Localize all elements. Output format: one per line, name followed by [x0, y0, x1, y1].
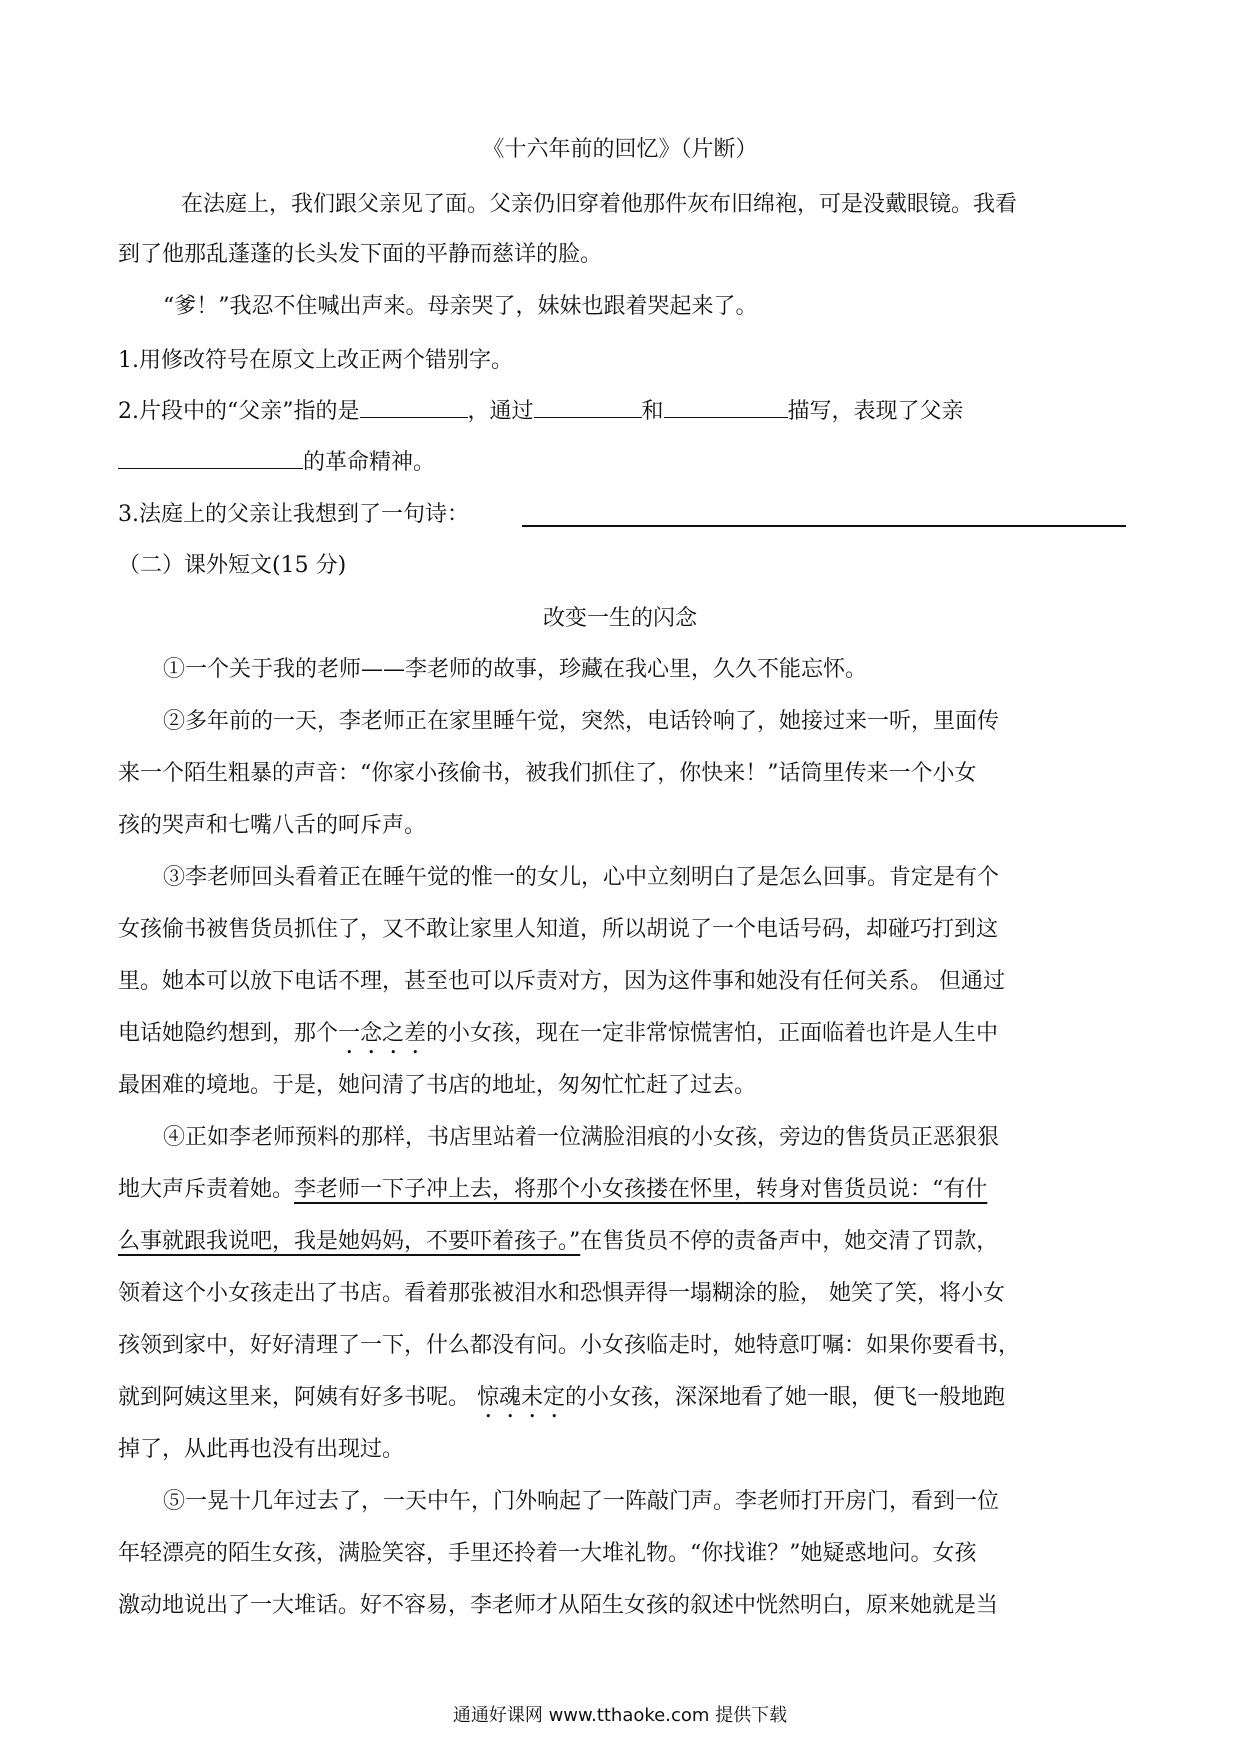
underlined-sentence-part2: 么事就跟我说吧，我是她妈妈，不要吓着孩子。” — [118, 1229, 581, 1254]
section2-para3-line5: 最困难的境地。于是，她问清了书店的地址，匆匆忙忙赶了过去。 — [118, 1073, 757, 1098]
para4-line3-text-b: 在售货员不停的责备声中，她交清了罚款， — [580, 1229, 999, 1254]
section2-heading: （二）课外短文(15 分) — [118, 553, 347, 578]
emphasized-phrase-yinianzhicha: 一念之差 — [338, 1021, 427, 1046]
section2-para2-line3: 孩的哭声和七嘴八舌的呵斥声。 — [118, 813, 427, 838]
question-2-text-b: ，通过 — [467, 399, 534, 424]
emphasized-phrase-jinghunweiding: 惊魂未定 — [477, 1385, 566, 1410]
section2-para5-line3: 激动地说出了一大堆话。好不容易，李老师才从陌生女孩的叙述中恍然明白，原来她就是当 — [118, 1593, 999, 1618]
section2-para2-line2: 来一个陌生粗暴的声音：“你家小孩偷书，被我们抓住了，你快来！”话筒里传来一个小女 — [118, 761, 977, 786]
section2-para4-line5: 孩领到家中，好好清理了一下，什么都没有问。小女孩临走时，她特意叮嘱：如果你要看书， — [118, 1333, 1021, 1358]
question-2-text-c: 和 — [641, 399, 664, 424]
question-2-line1 — [118, 397, 964, 427]
section2-para4-line1: ④正如李老师预料的那样，书店里站着一位满脸泪痕的小女孩，旁边的售货员正恶狠狠 — [163, 1125, 1000, 1150]
section2-para4-line2 — [118, 1175, 987, 1205]
section2-para3-line4 — [118, 1019, 998, 1059]
section2-para5-line2: 年轻漂亮的陌生女孩，满脸笑容，手里还拎着一大堆礼物。“你找谁？”她疑惑地问。女孩 — [118, 1541, 977, 1566]
section2-para3-line2: 女孩偷书被售货员抓住了，又不敢让家里人知道，所以胡说了一个电话号码，却碰巧打到这 — [118, 917, 999, 942]
question-2-text-e: 的革命精神。 — [303, 450, 436, 475]
section2-para2-line1: ②多年前的一天，李老师正在家里睡午觉，突然，电话铃响了，她接过来一听，里面传 — [163, 709, 1000, 734]
passage1-title: 《十六年前的回忆》（片断） — [482, 137, 758, 162]
section2-para5-line1: ⑤一晃十几年过去了，一天中午，门外响起了一阵敲门声。李老师打开房门，看到一位 — [163, 1489, 1000, 1514]
passage1-paragraph1-line2: 到了他那乱蓬蓬的长头发下面的平静而慈详的脸。 — [118, 242, 603, 267]
answer-blank-description-1[interactable] — [534, 399, 642, 418]
question-2-line2 — [118, 448, 435, 478]
answer-line-poem[interactable] — [522, 525, 1126, 527]
section2-para4-line6 — [118, 1383, 1005, 1423]
section2-para1: ①一个关于我的老师——李老师的故事，珍藏在我心里，久久不能忘怀。 — [163, 657, 868, 682]
question-2-text-a: 2.片段中的“父亲”指的是 — [118, 399, 360, 424]
page-footer: 通通好课网 www.tthaoke.com 提供下载 — [452, 1705, 788, 1726]
para3-line4-text-a: 电话她隐约想到，那个 — [118, 1021, 339, 1046]
answer-blank-description-2[interactable] — [664, 399, 788, 418]
question-1: 1.用修改符号在原文上改正两个错别字。 — [118, 348, 513, 373]
underlined-sentence-part1: 李老师一下子冲上去，将那个小女孩搂在怀里，转身对售货员说：“有什 — [294, 1177, 988, 1202]
section2-title: 改变一生的闪念 — [542, 606, 697, 631]
section2-para4-line7: 掉了，从此再也没有出现过。 — [118, 1437, 405, 1462]
passage1-paragraph2: “爹！”我忍不住喊出声来。母亲哭了，妹妹也跟着哭起来了。 — [163, 294, 758, 319]
para4-line2-text-a: 地大声斥责着她。 — [118, 1177, 295, 1202]
para4-line6-text-c: 的小女孩，深深地看了她一眼，便飞一般地跑 — [565, 1385, 1006, 1410]
passage1-paragraph1-line1: 在法庭上，我们跟父亲见了面。父亲仍旧穿着他那件灰布旧绵袍，可是没戴眼镜。我看 — [181, 192, 1018, 217]
para4-line6-text-a: 就到阿姨这里来，阿姨有好多书呢。 — [118, 1385, 477, 1410]
para3-line4-text-c: 的小女孩，现在一定非常惊慌害怕，正面临着也许是人生中 — [426, 1021, 999, 1046]
section2-para3-line3: 里。她本可以放下电话不理，甚至也可以斥责对方，因为这件事和她没有任何关系。 但通过 — [118, 969, 1005, 994]
answer-blank-father[interactable] — [360, 399, 468, 418]
section2-para4-line3 — [118, 1227, 998, 1257]
section2-para4-line4: 领着这个小女孩走出了书店。看着那张被泪水和恐惧弄得一塌糊涂的脸， 她笑了笑，将小女 — [118, 1281, 1005, 1306]
question-3: 3.法庭上的父亲让我想到了一句诗： — [118, 502, 469, 527]
section2-para3-line1: ③李老师回头看着正在睡午觉的惟一的女儿，心中立刻明白了是怎么回事。肯定是有个 — [163, 865, 1000, 890]
answer-blank-spirit[interactable] — [118, 450, 303, 469]
question-2-text-d: 描写，表现了父亲 — [787, 399, 964, 424]
